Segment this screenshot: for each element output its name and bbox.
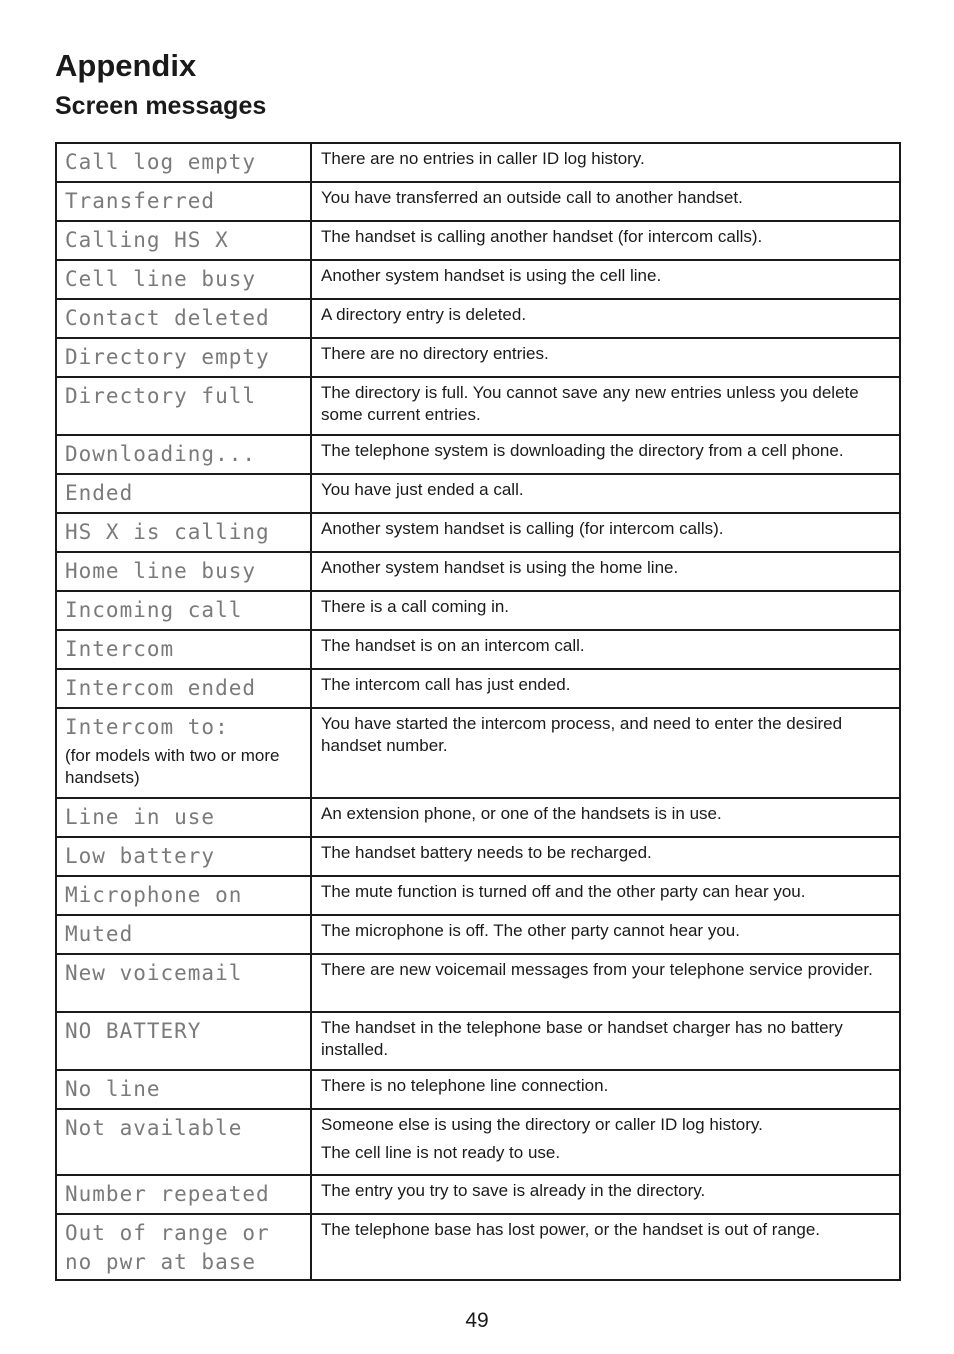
description-text: The cell line is not ready to use.	[321, 1142, 561, 1162]
description-text: The microphone is off. The other party cannot hear you.	[321, 921, 740, 940]
screen-message-text: Intercom to:	[65, 715, 229, 739]
description-cell	[311, 591, 900, 630]
description-cell	[311, 954, 900, 1012]
description-cell	[311, 143, 900, 182]
screen-message-text: Cell line busy	[65, 267, 257, 291]
description-text: The telephone system is downloading the directory from a cell phone.	[321, 441, 844, 460]
screen-message-cell	[56, 143, 311, 182]
screen-message-cell	[56, 182, 311, 221]
screen-message-cell	[56, 435, 311, 474]
description-cell	[311, 299, 900, 338]
screen-message-text: Number repeated	[65, 1182, 270, 1206]
description-cell	[311, 260, 900, 299]
description-cell	[311, 1214, 900, 1280]
screen-message-note: (for models with two or more handsets)	[65, 746, 280, 787]
description-text: A directory entry is deleted.	[321, 305, 527, 324]
description-text: The mute function is turned off and the other party can hear you.	[321, 882, 806, 901]
screen-message-cell	[56, 798, 311, 837]
description-text: Another system handset is using the cell line.	[321, 266, 662, 285]
table-row	[56, 630, 900, 669]
screen-message-cell	[56, 1214, 311, 1280]
section-title: Screen messages	[55, 92, 267, 120]
table-row	[56, 1214, 900, 1280]
screen-message-text: Call log empty	[65, 150, 257, 174]
screen-message-text: New voicemail	[65, 961, 243, 985]
table-row	[56, 708, 900, 798]
description-text: There are new voicemail messages from your telephone service provider.	[321, 960, 873, 979]
description-text: There are no directory entries.	[321, 344, 549, 363]
description-text: Another system handset is using the home line.	[321, 558, 679, 577]
description-text: There are no entries in caller ID log history.	[321, 149, 645, 168]
screen-message-cell	[56, 837, 311, 876]
screen-message-text: Intercom ended	[65, 676, 257, 700]
description-text: The intercom call has just ended.	[321, 675, 571, 694]
description-cell	[311, 630, 900, 669]
screen-message-cell	[56, 299, 311, 338]
table-row	[56, 513, 900, 552]
screen-message-text: Ended	[65, 481, 134, 505]
screen-message-text: Home line busy	[65, 559, 257, 583]
table-row	[56, 552, 900, 591]
description-cell	[311, 338, 900, 377]
screen-message-cell	[56, 474, 311, 513]
description-text: There is no telephone line connection.	[321, 1076, 609, 1095]
screen-message-cell	[56, 338, 311, 377]
description-cell	[311, 1012, 900, 1070]
description-text: Another system handset is calling (for intercom calls).	[321, 519, 724, 538]
screen-message-text: HS X is calling	[65, 520, 270, 544]
description-text: You have transferred an outside call to another handset.	[321, 188, 743, 207]
description-cell	[311, 552, 900, 591]
table-row	[56, 338, 900, 377]
description-cell	[311, 377, 900, 435]
screen-message-cell	[56, 669, 311, 708]
screen-message-text: Directory full	[65, 384, 257, 408]
description-cell	[311, 915, 900, 954]
table-row	[56, 591, 900, 630]
table-row	[56, 1175, 900, 1214]
description-text: The directory is full. You cannot save any new entries unless you delete some current entries.	[321, 383, 859, 424]
table-row	[56, 221, 900, 260]
screen-message-cell	[56, 954, 311, 1012]
screen-message-text: No line	[65, 1077, 161, 1101]
description-text: There is a call coming in.	[321, 597, 510, 616]
description-cell	[311, 221, 900, 260]
screen-message-cell	[56, 915, 311, 954]
description-text: The entry you try to save is already in the directory.	[321, 1181, 706, 1200]
description-text: The handset is on an intercom call.	[321, 636, 585, 655]
description-text: The handset battery needs to be recharged.	[321, 843, 652, 862]
screen-message-cell	[56, 513, 311, 552]
description-cell	[311, 182, 900, 221]
description-text: You have just ended a call.	[321, 480, 524, 499]
screen-message-cell	[56, 1175, 311, 1214]
screen-message-text: Muted	[65, 922, 134, 946]
table-row	[56, 1070, 900, 1109]
table-row	[56, 837, 900, 876]
table-row	[56, 377, 900, 435]
screen-message-text: Incoming call	[65, 598, 243, 622]
description-cell	[311, 837, 900, 876]
table-row	[56, 299, 900, 338]
description-text: Someone else is using the directory or caller ID log history.	[321, 1115, 763, 1134]
description-cell	[311, 474, 900, 513]
page-number: 49	[465, 1309, 489, 1332]
description-cell	[311, 708, 900, 798]
screen-message-cell	[56, 221, 311, 260]
table-row	[56, 474, 900, 513]
table-row	[56, 798, 900, 837]
table-row	[56, 1109, 900, 1175]
screen-message-text: Intercom	[65, 637, 175, 661]
screen-message-text: Transferred	[65, 189, 216, 213]
screen-messages-table	[55, 142, 901, 1281]
page-title: Appendix	[55, 48, 197, 83]
screen-message-cell	[56, 708, 311, 798]
screen-message-cell	[56, 1070, 311, 1109]
description-cell	[311, 513, 900, 552]
screen-message-text: Microphone on	[65, 883, 243, 907]
table-row	[56, 182, 900, 221]
screen-message-text: Contact deleted	[65, 306, 270, 330]
description-text: You have started the intercom process, and need to enter the desired handset number.	[321, 714, 843, 755]
screen-message-cell	[56, 377, 311, 435]
description-cell	[311, 798, 900, 837]
description-cell	[311, 1175, 900, 1214]
screen-message-cell	[56, 1109, 311, 1175]
table-body	[56, 143, 900, 1280]
screen-message-text: Low battery	[65, 844, 216, 868]
screen-message-cell	[56, 591, 311, 630]
screen-message-text: Downloading...	[65, 442, 257, 466]
screen-message-text: Not available	[65, 1116, 243, 1140]
table-row	[56, 435, 900, 474]
description-cell	[311, 1109, 900, 1175]
table-row	[56, 143, 900, 182]
description-cell	[311, 876, 900, 915]
screen-message-cell	[56, 876, 311, 915]
table-row	[56, 1012, 900, 1070]
screen-message-text: NO BATTERY	[65, 1019, 202, 1043]
table-row	[56, 954, 900, 1012]
description-cell	[311, 435, 900, 474]
screen-message-cell	[56, 552, 311, 591]
table-row	[56, 915, 900, 954]
screen-message-text: Directory empty	[65, 345, 270, 369]
description-cell	[311, 669, 900, 708]
screen-message-cell	[56, 1012, 311, 1070]
table-row	[56, 876, 900, 915]
screen-message-text: Out of range or no pwr at base	[65, 1221, 270, 1274]
screen-message-cell	[56, 630, 311, 669]
description-text: The handset is calling another handset (for intercom calls).	[321, 227, 763, 246]
table-row	[56, 260, 900, 299]
description-text: The telephone base has lost power, or the handset is out of range.	[321, 1220, 821, 1239]
description-text: The handset in the telephone base or handset charger has no battery installed.	[321, 1018, 843, 1059]
screen-message-text: Calling HS X	[65, 228, 229, 252]
description-cell	[311, 1070, 900, 1109]
screen-message-text: Line in use	[65, 805, 216, 829]
screen-message-cell	[56, 260, 311, 299]
table-row	[56, 669, 900, 708]
description-text: An extension phone, or one of the handsets is in use.	[321, 804, 722, 823]
